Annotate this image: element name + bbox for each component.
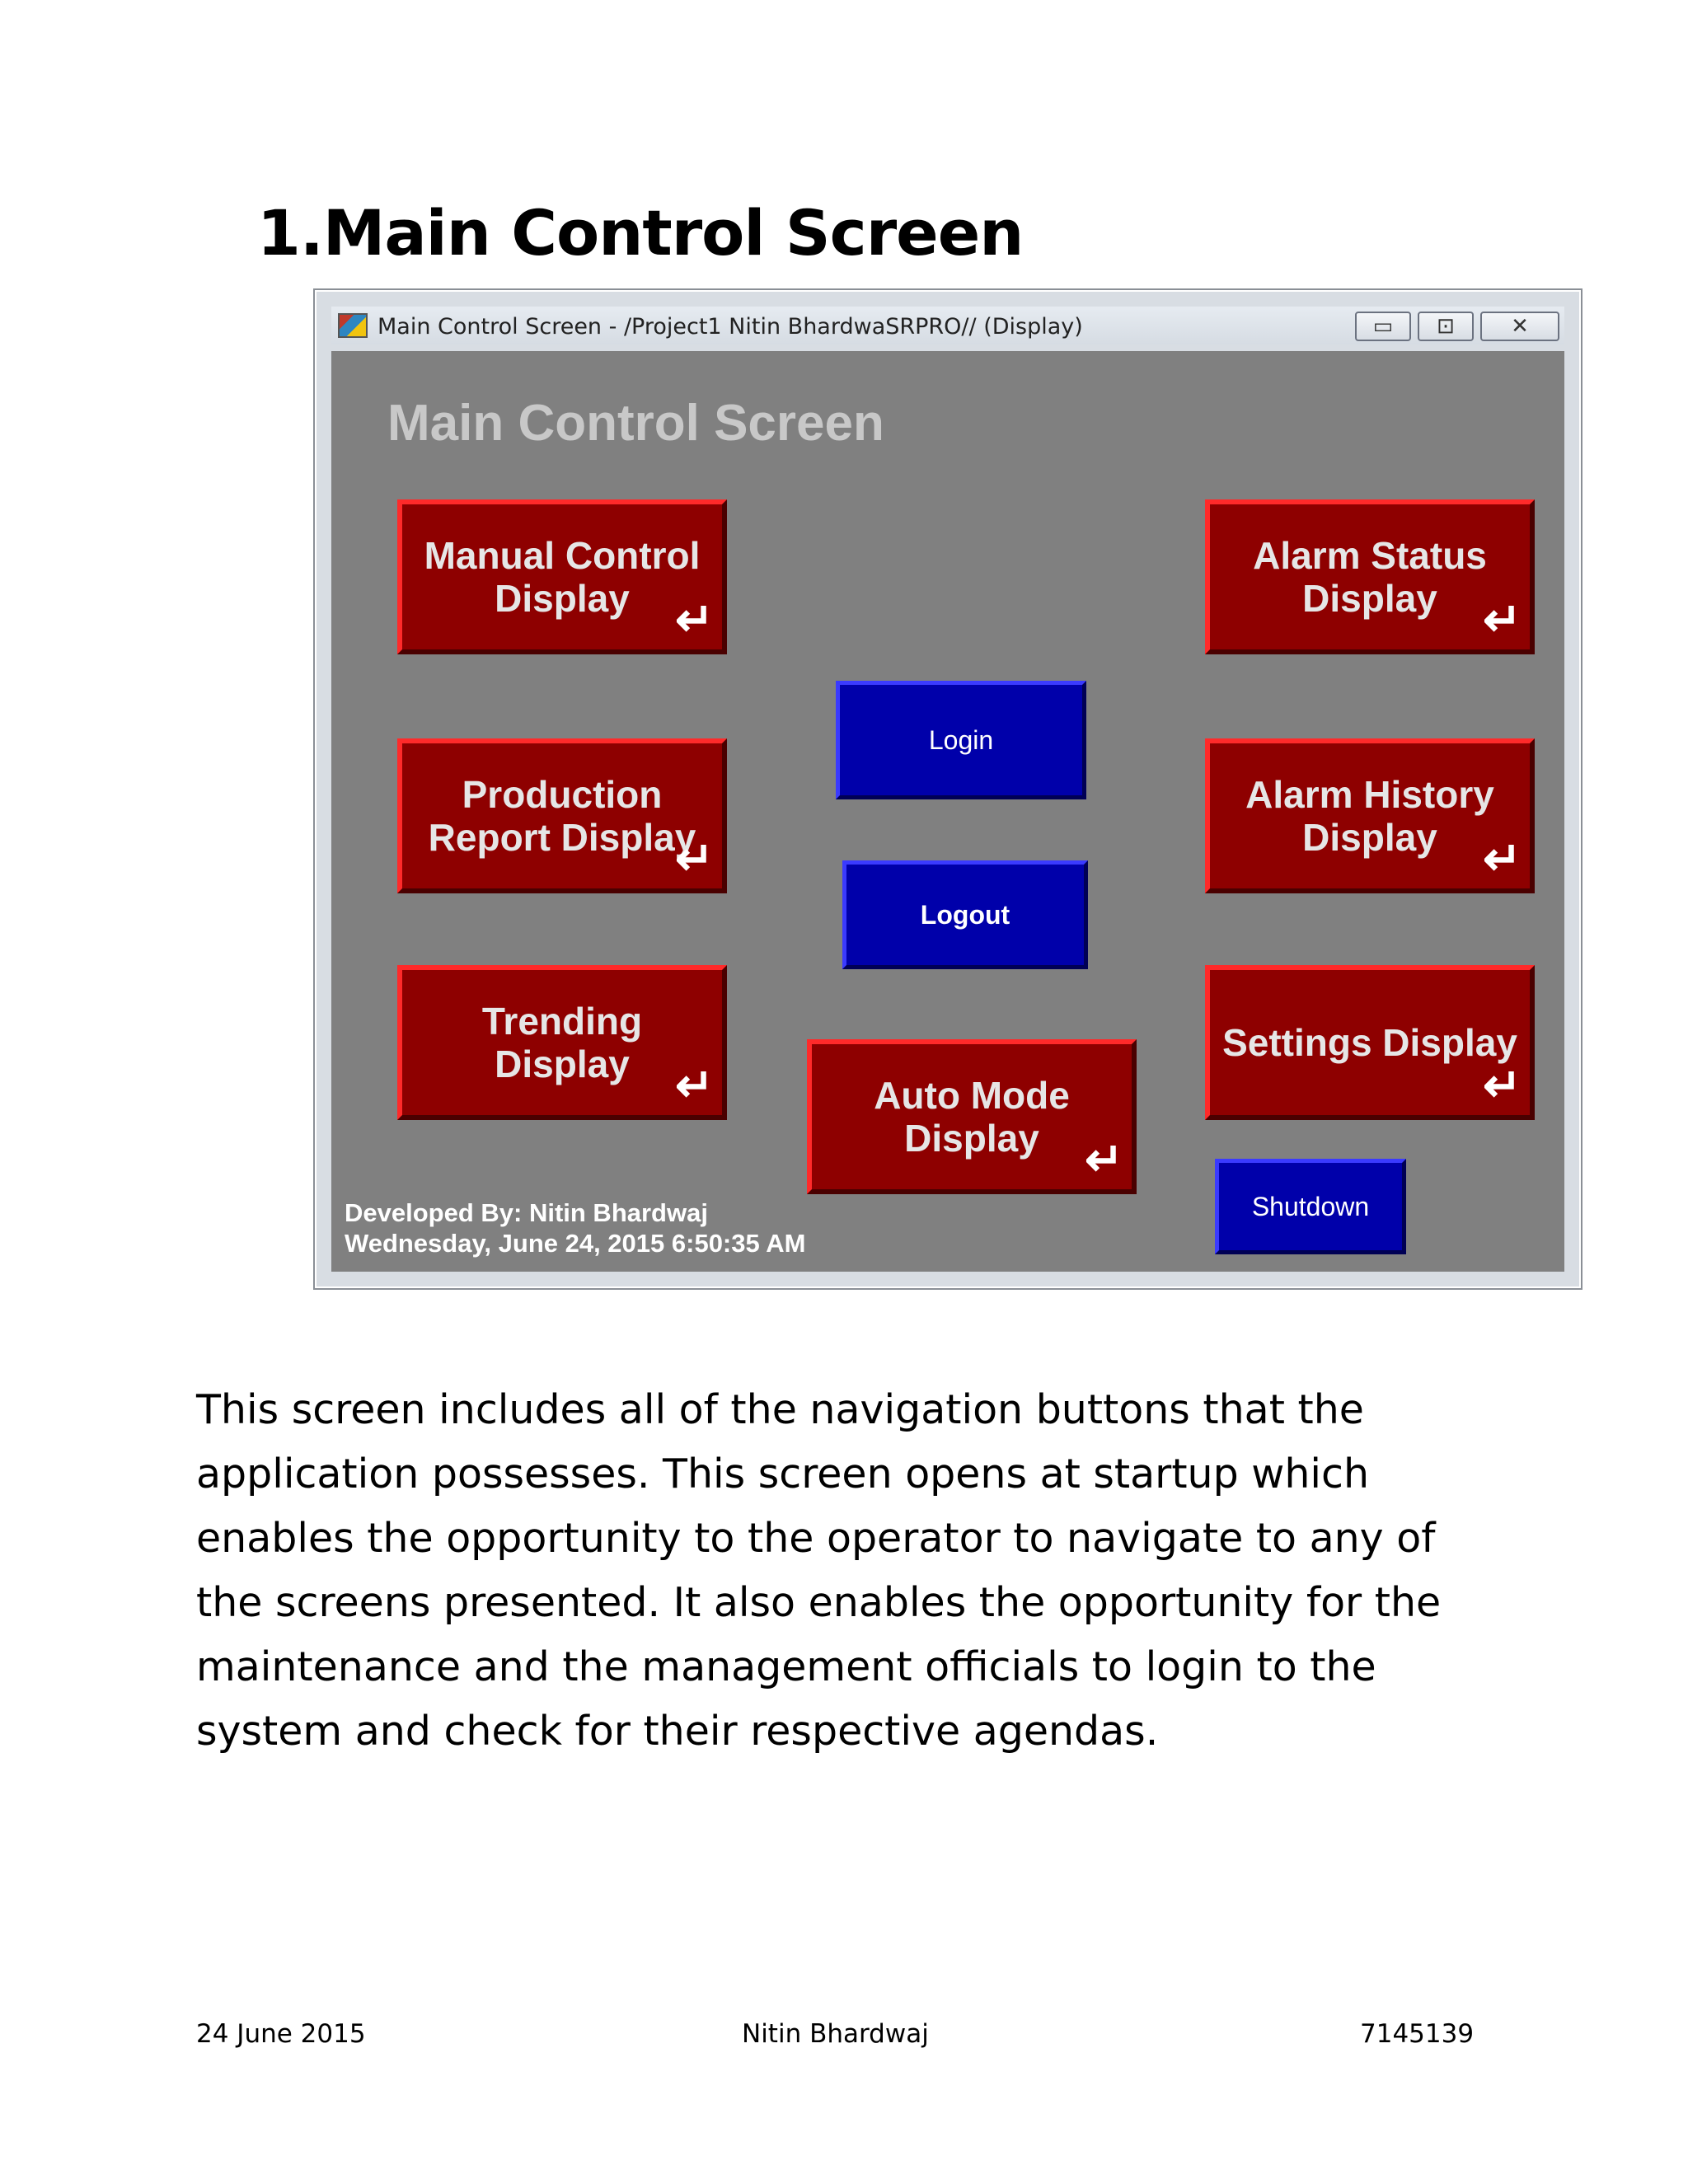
description-paragraph xyxy=(196,1378,1548,1764)
auto-mode-display-button[interactable] xyxy=(807,1039,1137,1194)
title-bar[interactable] xyxy=(331,307,1564,344)
button-label: Settings Display xyxy=(1222,1021,1517,1064)
button-label: Trending Display xyxy=(481,1000,643,1085)
button-label: Alarm History Display xyxy=(1245,773,1494,859)
screen-title: Main Control Screen xyxy=(387,395,884,452)
login-button[interactable]: Login xyxy=(836,681,1086,799)
button-label: Production Report Display xyxy=(428,773,696,859)
button-label: Manual Control Display xyxy=(424,534,701,620)
alarm-status-display-button[interactable] xyxy=(1205,499,1535,654)
footer-author: Nitin Bhardwaj xyxy=(742,2019,929,2049)
date-time-display: Wednesday, June 24, 2015 6:50:35 AM xyxy=(345,1229,806,1258)
footer-id: 7145139 xyxy=(1360,2019,1475,2049)
shutdown-button[interactable]: Shutdown xyxy=(1215,1159,1406,1254)
enter-icon: ↵ xyxy=(1483,832,1522,884)
developer-credit: Developed By: Nitin Bhardwaj xyxy=(345,1198,708,1227)
minimize-button[interactable]: ▭ xyxy=(1355,312,1411,341)
footer-date: 24 June 2015 xyxy=(196,2019,366,2049)
settings-display-button[interactable] xyxy=(1205,965,1535,1120)
section-heading: 1.Main Control Screen xyxy=(257,196,1024,269)
enter-icon: ↵ xyxy=(1483,593,1522,645)
paragraph-line: enables the opportunity to the operator to navigate to any of xyxy=(196,1515,1436,1562)
app-icon xyxy=(338,313,368,338)
trending-display-button[interactable] xyxy=(397,965,727,1120)
enter-icon: ↵ xyxy=(1085,1133,1123,1185)
enter-icon: ↵ xyxy=(1483,1059,1522,1111)
close-button[interactable]: ✕ xyxy=(1480,312,1559,341)
paragraph-line: application possesses. This screen opens at startup which xyxy=(196,1451,1370,1497)
enter-icon: ↵ xyxy=(675,593,714,645)
app-window xyxy=(313,288,1582,1290)
paragraph-line: This screen includes all of the navigation buttons that the xyxy=(196,1386,1364,1433)
enter-icon: ↵ xyxy=(675,832,714,884)
paragraph-line: the screens presented. It also enables the opportunity for the xyxy=(196,1579,1442,1626)
button-label: Alarm Status Display xyxy=(1253,534,1487,620)
main-control-panel xyxy=(331,351,1564,1272)
alarm-history-display-button[interactable] xyxy=(1205,738,1535,893)
logout-button[interactable]: Logout xyxy=(842,860,1088,969)
enter-icon: ↵ xyxy=(675,1059,714,1111)
button-label: Auto Mode Display xyxy=(874,1074,1070,1160)
window-title: Main Control Screen - /Project1 Nitin BhardwaSRPRO// (Display) xyxy=(377,314,1083,340)
paragraph-line: maintenance and the management officials to login to the xyxy=(196,1643,1376,1690)
paragraph-line: system and check for their respective agendas. xyxy=(196,1708,1159,1755)
manual-control-display-button[interactable] xyxy=(397,499,727,654)
maximize-button[interactable]: ⊡ xyxy=(1418,312,1474,341)
production-report-display-button[interactable] xyxy=(397,738,727,893)
